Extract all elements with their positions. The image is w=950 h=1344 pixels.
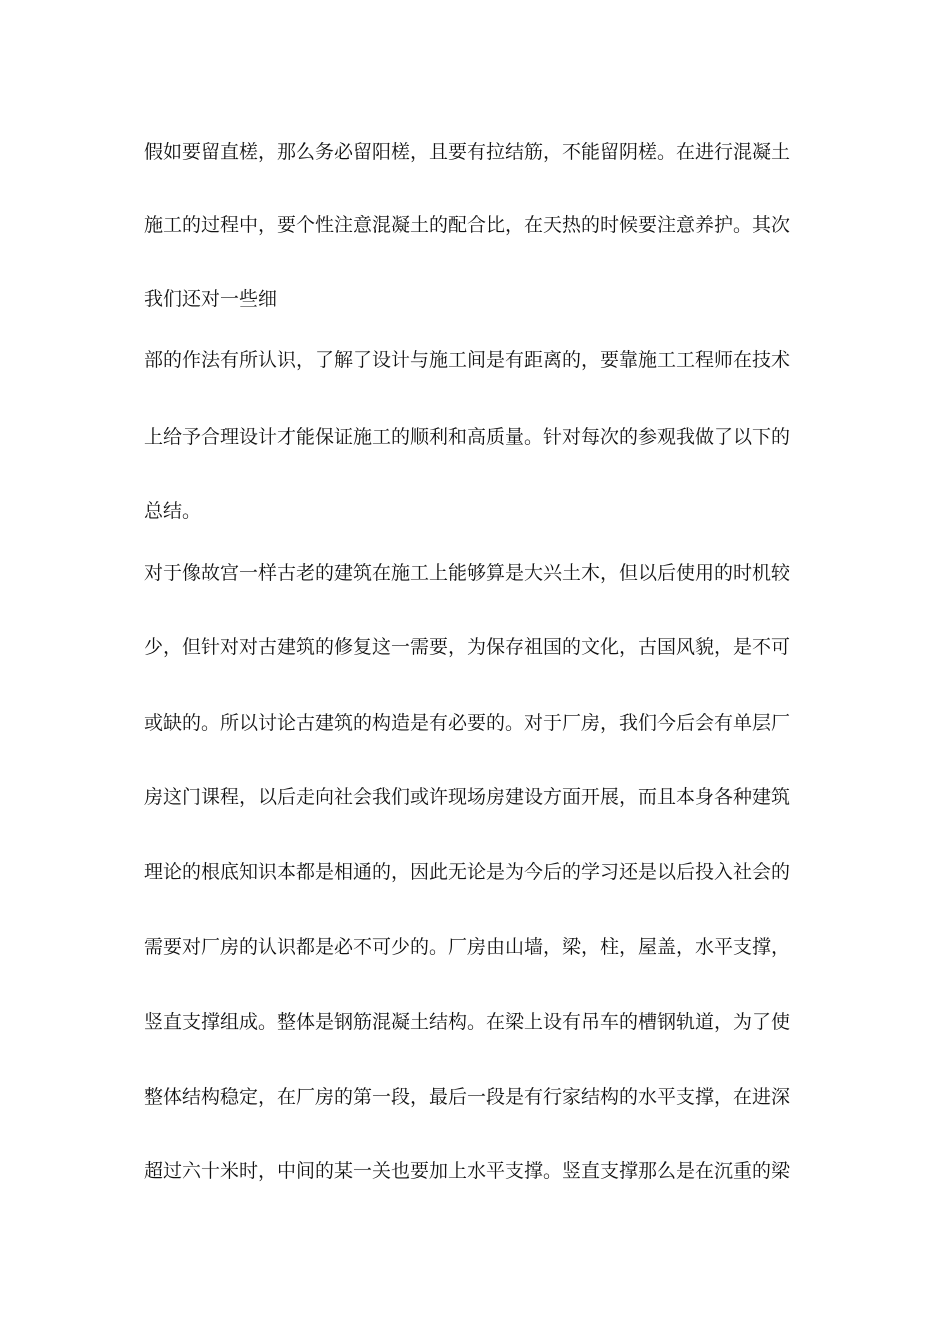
- text-line-2: 施工的过程中，要个性注意混凝土的配合比，在天热的时候要注意养护。其次: [144, 214, 791, 236]
- text-line-6: 总结。: [144, 500, 202, 522]
- text-line-15: 超过六十米时，中间的某一关也要加上水平支撑。竖直支撑那么是在沉重的梁: [144, 1160, 791, 1182]
- text-line-13: 竖直支撑组成。整体是钢筋混凝土结构。在梁上设有吊车的槽钢轨道，为了使: [144, 1011, 791, 1033]
- text-line-14: 整体结构稳定，在厂房的第一段，最后一段是有行家结构的水平支撑，在进深: [144, 1086, 791, 1108]
- text-line-5: 上给予合理设计才能保证施工的顺利和高质量。针对每次的参观我做了以下的: [144, 426, 791, 448]
- text-line-3: 我们还对一些细: [144, 288, 278, 310]
- text-line-8: 少，但针对对古建筑的修复这一需要，为保存祖国的文化，古国风貌，是不可: [144, 636, 791, 658]
- text-line-11: 理论的根底知识本都是相通的，因此无论是为今后的学习还是以后投入社会的: [144, 861, 791, 883]
- text-line-4: 部的作法有所认识，了解了设计与施工间是有距离的，要靠施工工程师在技术: [144, 349, 791, 371]
- text-line-7: 对于像故宫一样古老的建筑在施工上能够算是大兴土木，但以后使用的时机较: [144, 562, 791, 584]
- text-line-12: 需要对厂房的认识都是必不可少的。厂房由山墙，梁，柱，屋盖，水平支撑，: [144, 936, 791, 958]
- text-line-1: 假如要留直槎，那么务必留阳槎，且要有拉结筋，不能留阴槎。在进行混凝土: [144, 141, 791, 163]
- text-line-10: 房这门课程，以后走向社会我们或许现场房建设方面开展，而且本身各种建筑: [144, 786, 791, 808]
- text-line-9: 或缺的。所以讨论古建筑的构造是有必要的。对于厂房，我们今后会有单层厂: [144, 712, 791, 734]
